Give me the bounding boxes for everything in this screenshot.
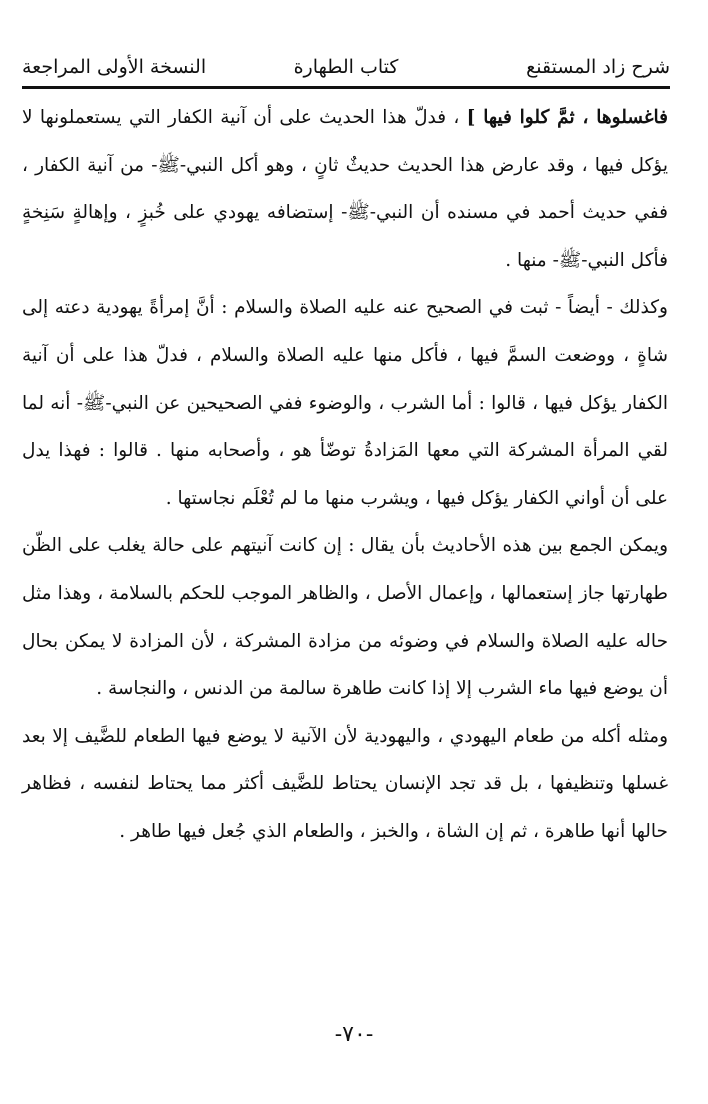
paragraph-text: وكذلك - أيضاً - ثبت في الصحيح عنه عليه الصلاة والسلام : أنَّ إمرأةً يهودية دعته إلى شاةٍ ، ووضعت السمَّ فيها ، فأكل منها عليه الصلاة والسلام ، فدلّ هذا على أن آنية الكفار يؤكل فيها ، قالوا : أما الشرب ، والوضوء ففي الصحيحين عن النبي-ﷺ- أنه لما لقي المرأة المشركة التي معها المَزادةُ توضّأ هو ، وأصحابه منها . قالوا : فهذا يدل على أن أواني الكفار يؤكل فيها ، ويشرب منها ما لم تُعْلَم نجاستها . [22,297,668,509]
paragraph-text: ويمكن الجمع بين هذه الأحاديث بأن يقال : إن كانت آنيتهم على حالة يغلب على الظّن طهارتها جاز إستعمالها ، وإعمال الأصل ، والظاهر الموجب للحكم بالسلامة ، وهذا مثل حاله عليه الصلاة والسلام في وضوئه من مزادة المشركة ، لأن المزادة لا يمكن بحال أن يوضع فيها ماء الشرب إلا إذا كانت طاهرة سالمة من الدنس ، والنجاسة . [22,535,668,700]
paragraph-2 [22,284,668,522]
edition-label: النسخة الأولى المراجعة [22,56,207,78]
header-divider [22,86,670,89]
body-text [22,94,668,856]
paragraph-3 [22,522,668,712]
book-title: شرح زاد المستقنع [526,56,670,78]
paragraph-4 [22,713,668,856]
chapter-title: كتاب الطهارة [293,56,399,78]
page-number: -٧٠- [334,1022,374,1047]
hadith-quote: فاغسلوها ، ثمَّ كلوا فيها ] [466,107,668,128]
paragraph-text: ومثله أكله من طعام اليهودي ، واليهودية لأن الآنية لا يوضع فيها الطعام للضَّيف إلا بعد غسلها وتنظيفها ، بل قد تجد الإنسان يحتاط للضَّيف أكثر مما يحتاط لنفسه ، فظاهر حالها أنها طاهرة ، ثم إن الشاة ، والخبز ، والطعام الذي جُعل فيها طاهر . [22,725,668,842]
paragraph-text: ، فدلّ هذا الحديث على أن آنية الكفار التي يستعملونها لا يؤكل فيها ، وقد عارض هذا الحديث حديثٌ ثانٍ ، وهو أكل النبي-ﷺ- من آنية الكفار ، ففي حديث أحمد في مسنده أن النبي-ﷺ- إستضافه يهودي على خُبزٍ ، وإهالةٍ سَنِخةٍ فأكل النبي-ﷺ- منها . [22,107,668,271]
paragraph-1 [22,94,668,284]
page-header [22,50,670,84]
